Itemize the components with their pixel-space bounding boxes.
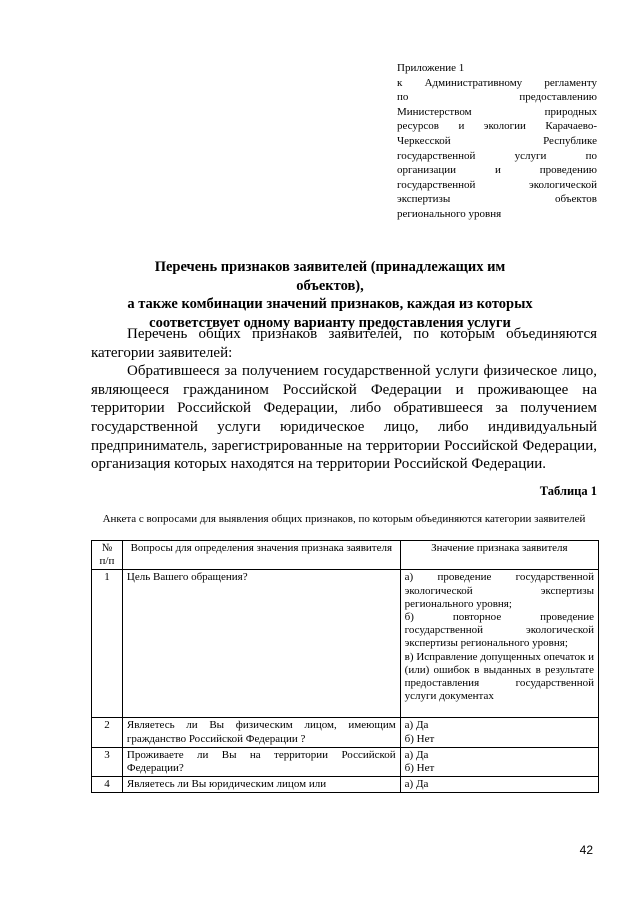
row-question: Являетесь ли Вы юридическим лицом или xyxy=(122,777,400,793)
body-text xyxy=(91,325,597,474)
appendix-line: Приложение 1 xyxy=(397,62,465,74)
appendix-line: Министерством природных xyxy=(397,105,597,118)
row-num: 1 xyxy=(92,570,123,718)
row-question: Цель Вашего обращения? xyxy=(122,570,400,718)
option-b: б) Нет xyxy=(404,762,435,775)
option-c: в) Исправление допущенных опечаток и (или) ошибок в выданных в результате предоставления государственной услуги документах xyxy=(404,650,594,703)
paragraph-intro: Перечень общих признаков заявителей, по которым объединяются категории заявителей: xyxy=(91,326,597,361)
page-number: 42 xyxy=(579,843,593,857)
appendix-line: Черкесской Республике xyxy=(397,134,597,147)
appendix-line: регионального уровня xyxy=(397,207,502,220)
row-num: 2 xyxy=(92,718,123,747)
option-b: б) Нет xyxy=(404,732,435,745)
title-line: а также комбинации значений признаков, каждая из которых xyxy=(127,296,533,312)
option-a: а) Да xyxy=(404,778,429,791)
row-values xyxy=(400,718,598,747)
option-b: б) повторное проведение государственной экологической экспертизы регионального уровня; xyxy=(404,611,594,650)
document-title xyxy=(120,258,540,332)
row-question: Проживаете ли Вы на территории Российской Федерации? xyxy=(122,747,400,776)
header-num: № п/п xyxy=(92,541,123,570)
appendix-line: ресурсов и экологии Карачаево- xyxy=(397,120,597,133)
appendix-line: экспертизы объектов xyxy=(397,193,597,206)
paragraph-applicants: Обратившееся за получением государственной услуги физическое лицо, являющееся гражданином Российской Федерации и проживающее на территории Российской Федерации, либо обратившееся за получением государственной услуги юридическое лицо, либо индивидуальный предприниматель, зарегистрированные на территории Российской Федерации, организация которых находятся на территории Российской Федерации. xyxy=(91,363,597,473)
table-header-row xyxy=(92,541,599,570)
table-label: Таблица 1 xyxy=(539,484,597,498)
row-values xyxy=(400,570,598,718)
appendix-line: государственной услуги по xyxy=(397,149,597,162)
table-row xyxy=(92,747,599,776)
appendix-line: по предоставлению xyxy=(397,91,597,104)
row-values xyxy=(400,747,598,776)
header-value: Значение признака заявителя xyxy=(400,541,598,570)
row-num: 4 xyxy=(92,777,123,793)
appendix-note xyxy=(397,61,597,222)
header-question: Вопросы для определения значения признака заявителя xyxy=(122,541,400,570)
appendix-line: государственной экологической xyxy=(397,178,597,191)
option-a: а) Да xyxy=(404,748,429,761)
option-a: а) проведение государственной экологической экспертизы регионального уровня; xyxy=(404,571,594,610)
appendix-line: к Административному регламенту xyxy=(397,76,597,89)
questionnaire-table xyxy=(91,540,599,793)
table-row xyxy=(92,718,599,747)
table-row xyxy=(92,570,599,718)
table-row xyxy=(92,777,599,793)
row-values xyxy=(400,777,598,793)
row-question: Являетесь ли Вы физическим лицом, имеющим гражданство Российской Федерации ? xyxy=(122,718,400,747)
option-a: а) Да xyxy=(404,719,429,732)
table-caption: Анкета с вопросами для выявления общих признаков, по которым объединяются категории заявителей xyxy=(102,513,586,525)
title-line: соответствует одному варианту предоставления услуги xyxy=(149,314,511,331)
row-num: 3 xyxy=(92,747,123,776)
title-line: Перечень признаков заявителей (принадлежащих им объектов), xyxy=(154,259,506,294)
appendix-line: организации и проведению xyxy=(397,164,597,177)
